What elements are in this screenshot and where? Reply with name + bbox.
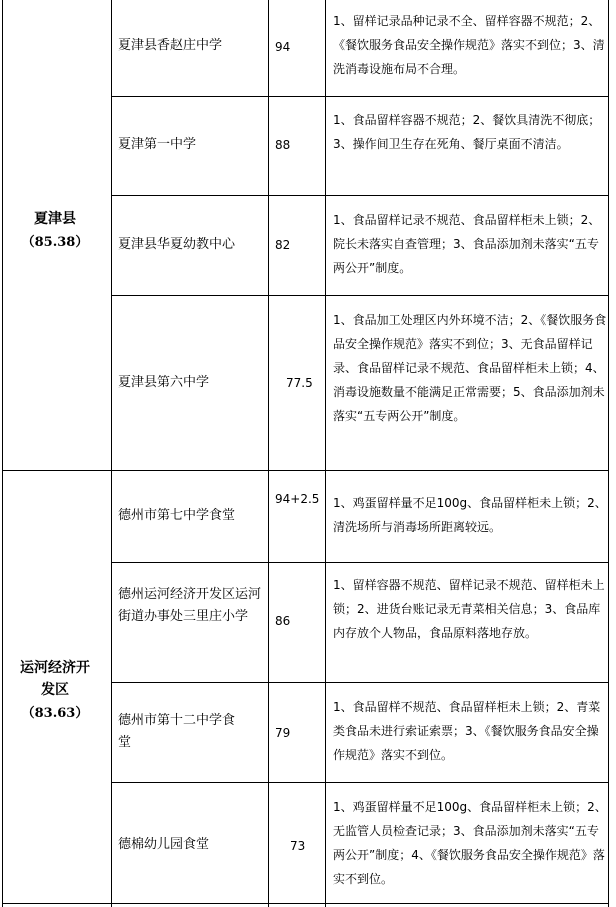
issue-text: 1、留样容器不规范、留样记录不规范、留样柜未上锁；2、进货台账记录无青菜相关信息；3、食品库内存放个人物品，食品原料落地存放。 xyxy=(333,578,605,640)
issue-text: 1、食品加工处理区内外环境不洁；2、《餐饮服务食品安全操作规范》落实不到位；3、无食品留样记录、食品留样记录不规范、食品留样柜未上锁；4、消毒设施数量不能满足正常需要；5、食品添加剂未落实“五专两公开”制度。 xyxy=(333,313,607,423)
region-cell xyxy=(0,208,110,254)
grid-line xyxy=(2,903,609,904)
grid-line xyxy=(2,0,3,907)
issue-text: 1、食品留样记录不规范、食品留样柜未上锁；2、院长未落实自查管理；3、食品添加剂未落实“五专两公开”制度。 xyxy=(333,213,601,275)
school-score: 73 xyxy=(290,839,306,853)
grid-line xyxy=(111,96,609,97)
school-score: 88 xyxy=(275,138,291,152)
grid-line xyxy=(111,682,609,683)
school-score: 94+2.5 xyxy=(275,492,320,506)
school-name: 夏津县香赵庄中学 xyxy=(118,38,223,53)
grid-line xyxy=(111,195,609,196)
region-name: 运河经济开发区 xyxy=(20,660,90,698)
school-name: 德棉幼儿园食堂 xyxy=(118,837,210,852)
school-score: 82 xyxy=(275,238,291,252)
school-name: 夏津第一中学 xyxy=(118,137,197,152)
school-score: 86 xyxy=(275,614,291,628)
grid-line xyxy=(111,562,609,563)
grid-line xyxy=(111,295,609,296)
school-name: 夏津县华夏幼教中心 xyxy=(118,237,236,252)
region-score: （83.63） xyxy=(21,706,89,721)
school-name: 夏津县第六中学 xyxy=(118,375,210,390)
grid-line xyxy=(111,0,112,907)
school-name: 德州市第十二中学食堂 xyxy=(118,713,236,750)
school-score: 94 xyxy=(275,40,291,54)
school-score: 77.5 xyxy=(286,376,313,390)
grid-line xyxy=(111,782,609,783)
issue-text: 1、食品留样不规范、食品留样柜未上锁；2、青菜类食品未进行索证索票；3、《餐饮服务食品安全操作规范》落实不到位。 xyxy=(333,700,601,762)
grid-line xyxy=(268,0,269,907)
region-score: （85.38） xyxy=(21,235,89,250)
grid-line xyxy=(2,470,609,471)
school-name: 德州运河经济开发区运河街道办事处三里庄小学 xyxy=(118,587,262,624)
grid-line xyxy=(325,0,326,907)
issue-text: 1、鸡蛋留样量不足100g、食品留样柜未上锁；2、清洗场所与消毒场所距离较远。 xyxy=(333,496,607,534)
issue-text: 1、鸡蛋留样量不足100g、食品留样柜未上锁；2、无监管人员检查记录；3、食品添加剂未落实“五专两公开”制度；4、《餐饮服务食品安全操作规范》落实不到位。 xyxy=(333,800,607,886)
school-name: 德州市第七中学食堂 xyxy=(118,508,236,523)
region-name: 夏津县 xyxy=(34,211,76,227)
issue-text: 1、留样记录品种记录不全、留样容器不规范；2、《餐饮服务食品安全操作规范》落实不到位；3、清洗消毒设施布局不合理。 xyxy=(333,14,605,76)
region-cell xyxy=(0,657,110,725)
school-score: 79 xyxy=(275,726,291,740)
issue-text: 1、食品留样容器不规范；2、餐饮具清洗不彻底；3、操作间卫生存在死角、餐厅桌面不清洁。 xyxy=(333,113,601,151)
